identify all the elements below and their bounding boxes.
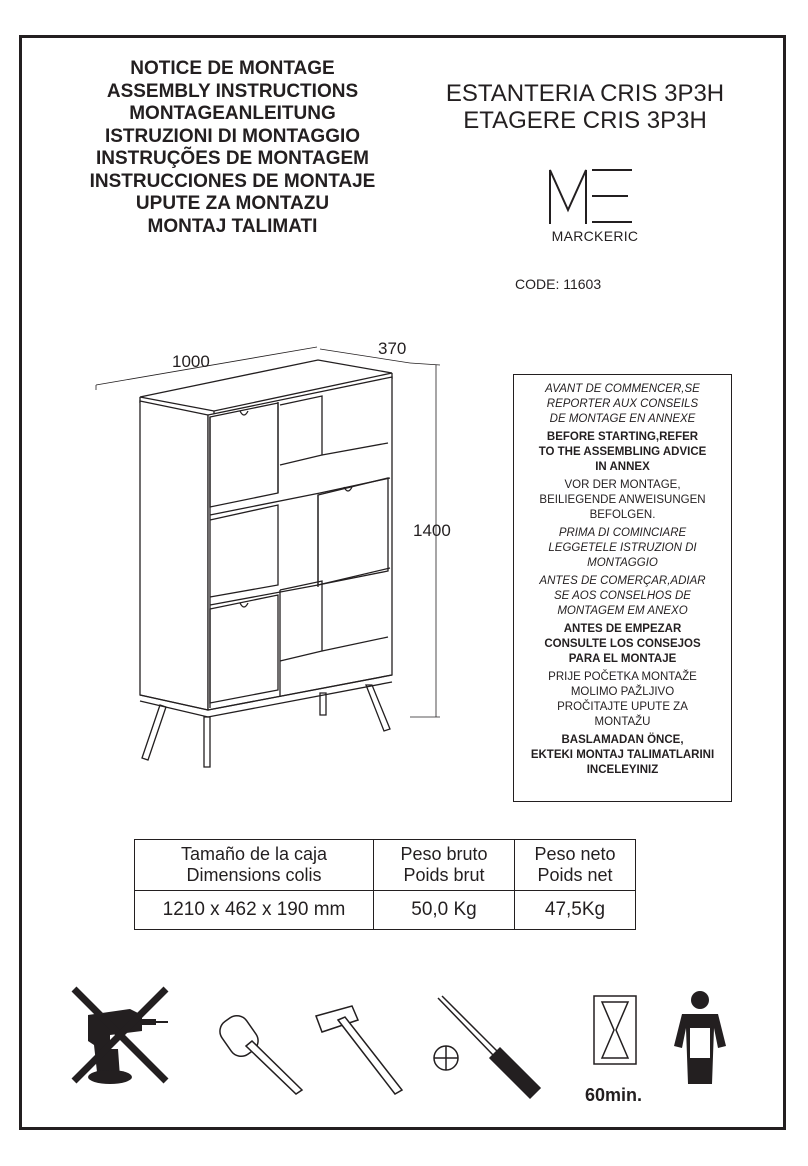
advice-es xyxy=(514,622,731,667)
phillips-screwdriver-icon xyxy=(428,994,548,1104)
advice-de-line: BEILIEGENDE ANWEISUNGEN xyxy=(539,494,706,506)
advice-es-line: PARA EL MONTAJE xyxy=(568,653,677,665)
net-weight-label-es: Peso neto xyxy=(534,844,616,864)
advice-it-line: PRIMA DI COMINCIARE xyxy=(558,527,687,539)
advice-pt-line: MONTAGEM EM ANEXO xyxy=(557,605,688,617)
advice-hr-line: PROČITAJTE UPUTE ZA xyxy=(557,701,688,713)
advice-en-line: IN ANNEX xyxy=(595,461,650,473)
dimension-width: 1000 xyxy=(172,352,210,371)
advice-pt-line: SE AOS CONSELHOS DE xyxy=(554,590,691,602)
advice-tr xyxy=(514,733,731,778)
title-hr: UPUTE ZA MONTAZU xyxy=(135,193,330,214)
title-en: ASSEMBLY INSTRUCTIONS xyxy=(106,80,359,102)
advice-de-line: BEFOLGEN. xyxy=(589,509,656,521)
net-weight-label-fr: Poids net xyxy=(537,865,613,885)
advice-box xyxy=(513,374,732,802)
advice-fr xyxy=(514,382,731,427)
product-code: CODE: 11603 xyxy=(515,276,602,292)
package-header-row xyxy=(135,840,636,891)
dimension-depth: 370 xyxy=(378,339,407,358)
advice-de-line: VOR DER MONTAGE, xyxy=(564,479,681,491)
gross-weight-value: 50,0 Kg xyxy=(374,891,515,930)
title-tr: MONTAJ TALIMATI xyxy=(147,215,318,237)
advice-es-line: CONSULTE LOS CONSEJOS xyxy=(544,638,701,650)
package-value-row xyxy=(135,891,636,930)
advice-fr-line: DE MONTAGE EN ANNEXE xyxy=(549,413,696,425)
advice-hr-line: MOLIMO PAŽLJIVO xyxy=(570,686,675,698)
package-table xyxy=(134,839,636,930)
box-size-header xyxy=(135,840,374,891)
mallet-icon xyxy=(218,1006,308,1096)
advice-hr xyxy=(514,670,731,730)
advice-tr-line: INCELEYINIZ xyxy=(586,764,659,776)
advice-tr-line: BASLAMADAN ÖNCE, xyxy=(561,734,684,746)
box-size-label-fr: Dimensions colis xyxy=(186,865,322,885)
advice-en xyxy=(514,430,731,475)
advice-hr-line: PRIJE POČETKA MONTAŽE xyxy=(548,671,697,683)
tools-row xyxy=(0,980,808,1110)
product-name-es: ESTANTERIA CRIS 3P3H xyxy=(445,80,725,107)
advice-it xyxy=(514,526,731,571)
assembly-titles xyxy=(60,58,405,238)
gross-weight-label-es: Peso bruto xyxy=(400,844,488,864)
advice-es-line: ANTES DE EMPEZAR xyxy=(563,623,682,635)
no-power-drill-icon xyxy=(70,985,170,1085)
title-de: MONTAGEANLEITUNG xyxy=(129,103,336,124)
advice-en-line: BEFORE STARTING,REFER xyxy=(546,431,699,443)
advice-fr-line: AVANT DE COMMENCER,SE xyxy=(545,383,700,395)
title-pt: INSTRUÇÕES DE MONTAGEM xyxy=(95,148,370,169)
advice-it-line: MONTAGGIO xyxy=(587,557,658,569)
box-size-value: 1210 x 462 x 190 mm xyxy=(135,891,374,930)
title-it: ISTRUZIONI DI MONTAGGIO xyxy=(104,125,361,147)
advice-de xyxy=(514,478,731,523)
hourglass-icon xyxy=(592,994,638,1066)
shelf-drawing xyxy=(90,335,450,775)
title-es: INSTRUCCIONES DE MONTAJE xyxy=(89,170,376,192)
title-fr: NOTICE DE MONTAGE xyxy=(130,58,335,79)
advice-it-line: LEGGETELE ISTRUZION DI xyxy=(548,542,697,554)
dimension-height: 1400 xyxy=(413,521,451,540)
hammer-icon xyxy=(312,1002,412,1097)
advice-en-line: TO THE ASSEMBLING ADVICE xyxy=(538,446,707,458)
box-size-label-es: Tamaño de la caja xyxy=(180,844,328,864)
brand-name: MARCKERIC xyxy=(551,228,639,244)
product-name-fr: ETAGERE CRIS 3P3H xyxy=(463,107,707,134)
advice-fr-line: REPORTER AUX CONSEILS xyxy=(546,398,699,410)
advice-pt-line: ANTES DE COMERÇAR,ADIAR xyxy=(539,575,706,587)
person-icon xyxy=(672,988,728,1088)
product-name xyxy=(420,80,750,134)
assembly-time: 60min. xyxy=(585,1085,643,1105)
gross-weight-label-fr: Poids brut xyxy=(403,865,485,885)
net-weight-header xyxy=(515,840,636,891)
me-monogram-logo-icon xyxy=(540,166,635,226)
advice-tr-line: EKTEKI MONTAJ TALIMATLARINI xyxy=(530,749,715,761)
net-weight-value: 47,5Kg xyxy=(515,891,636,930)
advice-hr-line: MONTAŽU xyxy=(594,716,651,728)
gross-weight-header xyxy=(374,840,515,891)
advice-pt xyxy=(514,574,731,619)
